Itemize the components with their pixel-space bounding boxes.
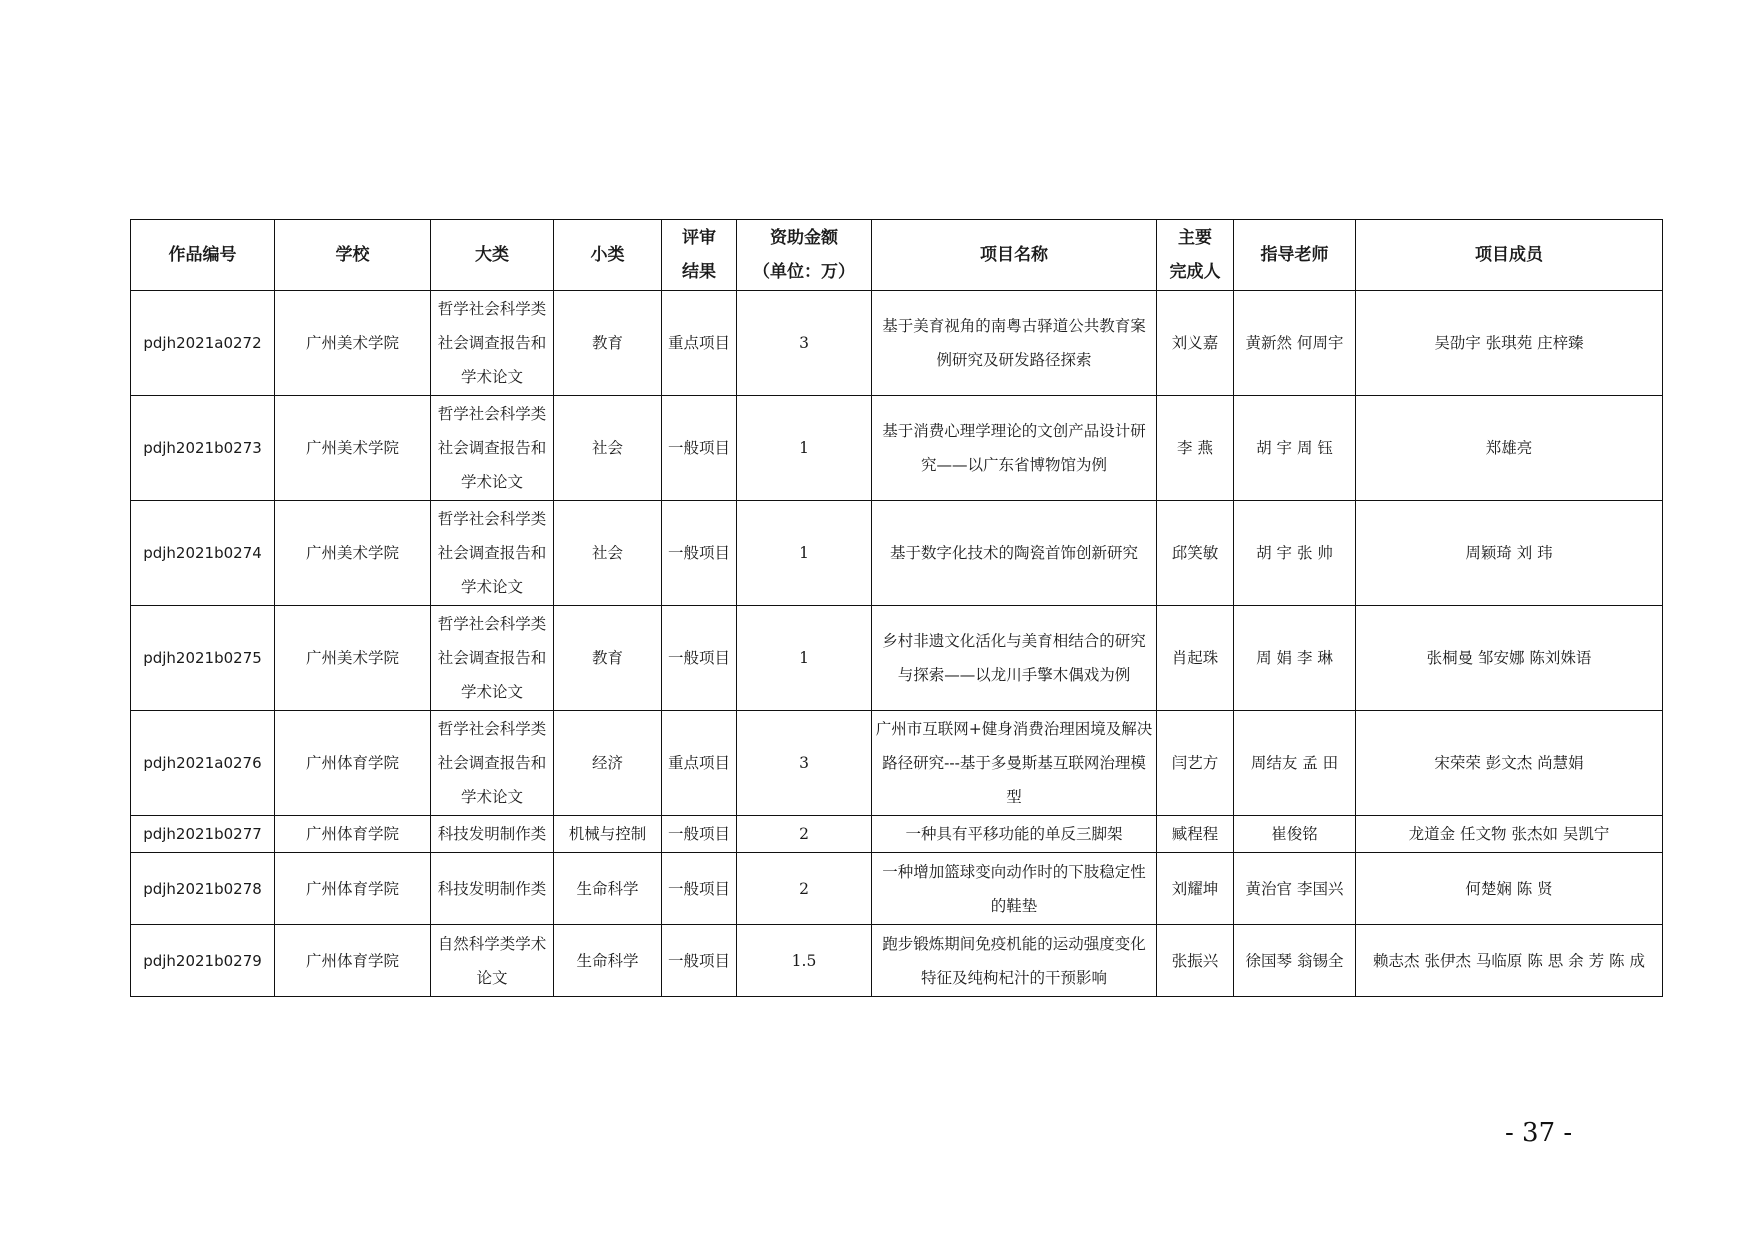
cell-school: 广州体育学院 xyxy=(275,711,431,816)
table-header xyxy=(131,220,1663,291)
header-label: 作品编号 xyxy=(168,245,237,265)
cell-category: 自然科学类学术论文 xyxy=(431,925,554,997)
cell-advisor: 胡 宇 周 钰 xyxy=(1234,396,1356,501)
table-row xyxy=(131,606,1663,711)
cell-work-id: pdjh2021b0279 xyxy=(131,925,275,997)
cell-subcategory: 教育 xyxy=(554,291,662,396)
header-project-name xyxy=(872,220,1157,291)
header-funding-amount xyxy=(737,220,872,291)
cell-project-name: 乡村非遗文化活化与美育相结合的研究与探索——以龙川手擎木偶戏为例 xyxy=(872,606,1157,711)
cell-subcategory: 生命科学 xyxy=(554,853,662,925)
cell-advisor: 周结友 孟 田 xyxy=(1234,711,1356,816)
header-members xyxy=(1356,220,1663,291)
cell-funding-amount: 1 xyxy=(737,501,872,606)
cell-advisor: 黄新然 何周宇 xyxy=(1234,291,1356,396)
cell-school: 广州美术学院 xyxy=(275,501,431,606)
cell-school: 广州体育学院 xyxy=(275,853,431,925)
cell-review-result: 一般项目 xyxy=(662,396,737,501)
cell-advisor: 黄治官 李国兴 xyxy=(1234,853,1356,925)
cell-advisor: 崔俊铭 xyxy=(1234,816,1356,853)
cell-category: 科技发明制作类 xyxy=(431,816,554,853)
table-row xyxy=(131,925,1663,997)
header-row xyxy=(131,220,1663,291)
cell-members: 宋荣荣 彭文杰 尚慧娟 xyxy=(1356,711,1663,816)
cell-review-result: 重点项目 xyxy=(662,291,737,396)
cell-project-name: 广州市互联网+健身消费治理困境及解决路径研究---基于多曼斯基互联网治理模型 xyxy=(872,711,1157,816)
header-label: 结果 xyxy=(682,262,716,282)
header-label: 完成人 xyxy=(1169,262,1221,282)
header-label: （单位：万） xyxy=(753,262,855,282)
cell-category: 哲学社会科学类社会调查报告和学术论文 xyxy=(431,711,554,816)
cell-advisor: 徐国琴 翁锡全 xyxy=(1234,925,1356,997)
cell-subcategory: 生命科学 xyxy=(554,925,662,997)
header-label: 资助金额 xyxy=(770,228,838,248)
cell-school: 广州美术学院 xyxy=(275,291,431,396)
table-row xyxy=(131,501,1663,606)
cell-funding-amount: 1.5 xyxy=(737,925,872,997)
header-label: 项目名称 xyxy=(980,245,1048,265)
header-label: 主要 xyxy=(1178,228,1212,248)
cell-members: 赖志杰 张伊杰 马临原 陈 思 余 芳 陈 成 xyxy=(1356,925,1663,997)
cell-project-name: 跑步锻炼期间免疫机能的运动强度变化特征及纯枸杞汁的干预影响 xyxy=(872,925,1157,997)
cell-funding-amount: 1 xyxy=(737,606,872,711)
cell-funding-amount: 2 xyxy=(737,853,872,925)
header-label: 评审 xyxy=(682,228,716,248)
table-row xyxy=(131,853,1663,925)
cell-members: 何楚娴 陈 贤 xyxy=(1356,853,1663,925)
cell-work-id: pdjh2021b0278 xyxy=(131,853,275,925)
cell-lead-author: 臧程程 xyxy=(1157,816,1234,853)
cell-project-name: 基于美育视角的南粤古驿道公共教育案例研究及研发路径探索 xyxy=(872,291,1157,396)
cell-work-id: pdjh2021a0276 xyxy=(131,711,275,816)
table-row xyxy=(131,711,1663,816)
table-body xyxy=(131,291,1663,997)
header-work-id xyxy=(131,220,275,291)
table-row xyxy=(131,291,1663,396)
cell-funding-amount: 2 xyxy=(737,816,872,853)
cell-review-result: 一般项目 xyxy=(662,853,737,925)
cell-project-name: 一种增加篮球变向动作时的下肢稳定性的鞋垫 xyxy=(872,853,1157,925)
cell-work-id: pdjh2021b0275 xyxy=(131,606,275,711)
header-label: 项目成员 xyxy=(1475,245,1543,265)
cell-review-result: 重点项目 xyxy=(662,711,737,816)
cell-subcategory: 社会 xyxy=(554,396,662,501)
header-lead-author xyxy=(1157,220,1234,291)
header-subcategory xyxy=(554,220,662,291)
header-review-result xyxy=(662,220,737,291)
cell-review-result: 一般项目 xyxy=(662,501,737,606)
cell-project-name: 基于消费心理学理论的文创产品设计研究——以广东省博物馆为例 xyxy=(872,396,1157,501)
cell-members: 郑雄亮 xyxy=(1356,396,1663,501)
cell-lead-author: 李 燕 xyxy=(1157,396,1234,501)
header-category xyxy=(431,220,554,291)
header-school xyxy=(275,220,431,291)
page-number: - 37 - xyxy=(1505,1118,1573,1148)
cell-review-result: 一般项目 xyxy=(662,606,737,711)
cell-category: 科技发明制作类 xyxy=(431,853,554,925)
header-label: 大类 xyxy=(475,245,509,265)
header-advisor xyxy=(1234,220,1356,291)
cell-lead-author: 闫艺方 xyxy=(1157,711,1234,816)
cell-school: 广州美术学院 xyxy=(275,396,431,501)
cell-members: 吴劭宇 张琪苑 庄梓臻 xyxy=(1356,291,1663,396)
cell-subcategory: 社会 xyxy=(554,501,662,606)
cell-advisor: 胡 宇 张 帅 xyxy=(1234,501,1356,606)
cell-work-id: pdjh2021b0277 xyxy=(131,816,275,853)
table-row xyxy=(131,396,1663,501)
cell-funding-amount: 3 xyxy=(737,291,872,396)
cell-lead-author: 肖起珠 xyxy=(1157,606,1234,711)
cell-work-id: pdjh2021a0272 xyxy=(131,291,275,396)
cell-funding-amount: 3 xyxy=(737,711,872,816)
cell-project-name: 一种具有平移功能的单反三脚架 xyxy=(872,816,1157,853)
cell-funding-amount: 1 xyxy=(737,396,872,501)
cell-school: 广州体育学院 xyxy=(275,816,431,853)
cell-project-name: 基于数字化技术的陶瓷首饰创新研究 xyxy=(872,501,1157,606)
table-row xyxy=(131,816,1663,853)
cell-subcategory: 经济 xyxy=(554,711,662,816)
cell-work-id: pdjh2021b0273 xyxy=(131,396,275,501)
cell-review-result: 一般项目 xyxy=(662,816,737,853)
cell-category: 哲学社会科学类社会调查报告和学术论文 xyxy=(431,291,554,396)
header-label: 指导老师 xyxy=(1260,245,1329,265)
cell-category: 哲学社会科学类社会调查报告和学术论文 xyxy=(431,606,554,711)
cell-work-id: pdjh2021b0274 xyxy=(131,501,275,606)
cell-members: 龙道金 任文物 张杰如 吴凯宁 xyxy=(1356,816,1663,853)
header-label: 小类 xyxy=(590,245,625,265)
cell-lead-author: 刘耀坤 xyxy=(1157,853,1234,925)
cell-lead-author: 刘义嘉 xyxy=(1157,291,1234,396)
cell-category: 哲学社会科学类社会调查报告和学术论文 xyxy=(431,396,554,501)
cell-members: 周颖琦 刘 玮 xyxy=(1356,501,1663,606)
cell-review-result: 一般项目 xyxy=(662,925,737,997)
cell-members: 张桐曼 邹安娜 陈刘姝语 xyxy=(1356,606,1663,711)
header-label: 学校 xyxy=(335,245,370,265)
cell-school: 广州美术学院 xyxy=(275,606,431,711)
cell-lead-author: 邱笑敏 xyxy=(1157,501,1234,606)
cell-advisor: 周 娟 李 琳 xyxy=(1234,606,1356,711)
cell-school: 广州体育学院 xyxy=(275,925,431,997)
cell-subcategory: 机械与控制 xyxy=(554,816,662,853)
project-table xyxy=(130,219,1663,997)
cell-category: 哲学社会科学类社会调查报告和学术论文 xyxy=(431,501,554,606)
cell-subcategory: 教育 xyxy=(554,606,662,711)
cell-lead-author: 张振兴 xyxy=(1157,925,1234,997)
